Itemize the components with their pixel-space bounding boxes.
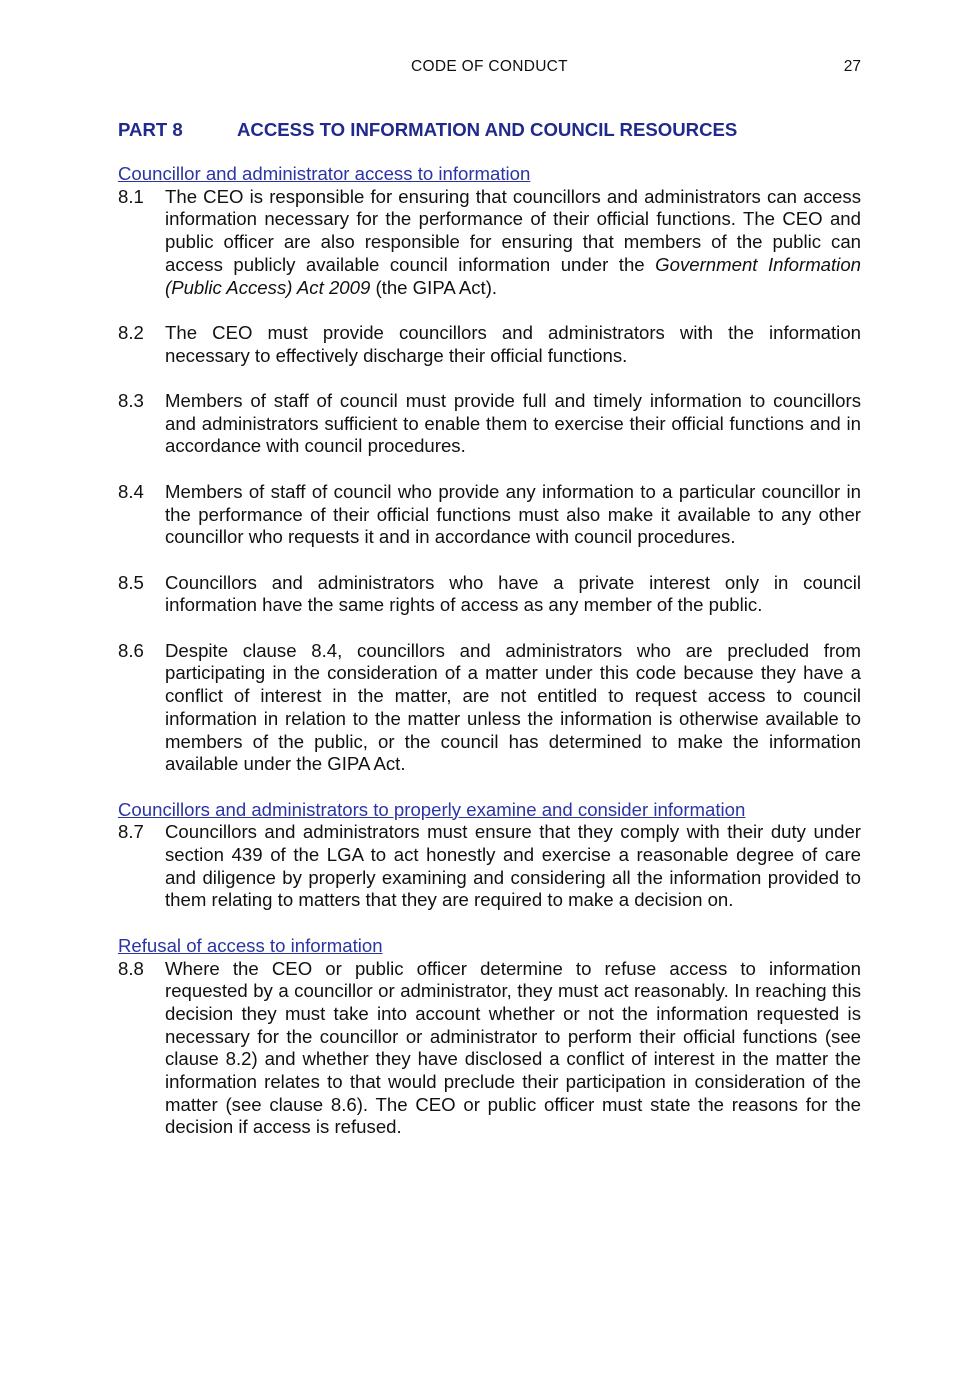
clause-number: 8.6 [118,639,144,661]
part-label: PART 8 [118,119,183,140]
clause-8-4 [118,481,861,549]
section-heading[interactable]: Councillor and administrator access to information [118,163,531,184]
clause-text: Councillors and administrators who have a private interest only in council information have the same rights of access as any member of the public. [165,571,861,616]
clause-number: 8.8 [118,957,144,979]
clause-text: Despite clause 8.4, councillors and administrators who are precluded from participating in the consideration of a matter under this code because they have a conflict of interest in the matter, are not entitled to request access to council information in relation to the matter unless the information is otherwise available to members of the public, or the council has determined to make the information available under the GIPA Act. [165,639,861,775]
section-access-to-information [118,163,861,776]
clause-text: Councillors and administrators must ensure that they comply with their duty under section 439 of the LGA to act honestly and exercise a reasonable degree of care and diligence by properly examining and considering all the information provided to them relating to matters that they are required to make a decision on. [165,821,861,911]
clause-number: 8.4 [118,480,144,502]
clause-8-8 [118,958,861,1140]
section-heading[interactable]: Refusal of access to information [118,934,383,956]
clause-8-7 [118,821,861,912]
clause-number: 8.7 [118,821,144,843]
clause-text: The CEO must provide councillors and administrators with the information necessary to effectively discharge their official functions. [165,321,861,366]
clause-8-1 [118,186,861,300]
clause-number: 8.2 [118,321,144,343]
section-heading[interactable]: Councillors and administrators to properly examine and consider information [118,798,746,820]
part-heading [118,118,861,142]
clause-text: Members of staff of council who provide any information to a particular councillor in the performance of their official functions must also make it available to any other councillor who requests it and in accordance with council procedures. [165,480,861,548]
clause-text-part: (the GIPA Act). [370,276,498,298]
clause-number: 8.5 [118,571,144,593]
running-title: CODE OF CONDUCT [411,58,568,75]
clause-text: Members of staff of council must provide full and timely information to councillors and administrators sufficient to enable them to exercise their official functions and in accordance with council procedures. [165,390,861,457]
clause-8-6 [118,640,861,776]
clause-text-part: The CEO is responsible for ensuring that councillors and administrators can access information necessary for the performance of their official functions. The CEO and public officer are also responsible for ensuring that members of the public can access publicly available council information under the [165,185,861,275]
page-number: 27 [843,58,861,75]
clause-number: 8.1 [118,185,144,207]
clause-number: 8.3 [118,390,144,411]
clause-text: Where the CEO or public officer determine to refuse access to information requested by a councillor or administrator, they must act reasonably. In reaching this decision they must take into account whether or not the information requested is necessary for the councillor or administrator to perform their official functions (see clause 8.2) and whether they have disclosed a conflict of interest in the matter the information relates to that would preclude their participation in consideration of the matter (see clause 8.6). The CEO or public officer must state the reasons for the decision if access is refused. [165,957,861,1138]
page-header [118,58,861,80]
clause-text [165,186,861,300]
clause-8-5 [118,572,861,617]
clause-8-2 [118,322,861,367]
section-refusal-of-access [118,935,861,1139]
section-examine-information [118,799,861,913]
clause-8-3 [118,390,861,458]
act-title: Government Information (Public Access) Act 2009 [165,253,861,298]
part-title: ACCESS TO INFORMATION AND COUNCIL RESOURCES [237,119,738,140]
document-body [118,118,861,1162]
